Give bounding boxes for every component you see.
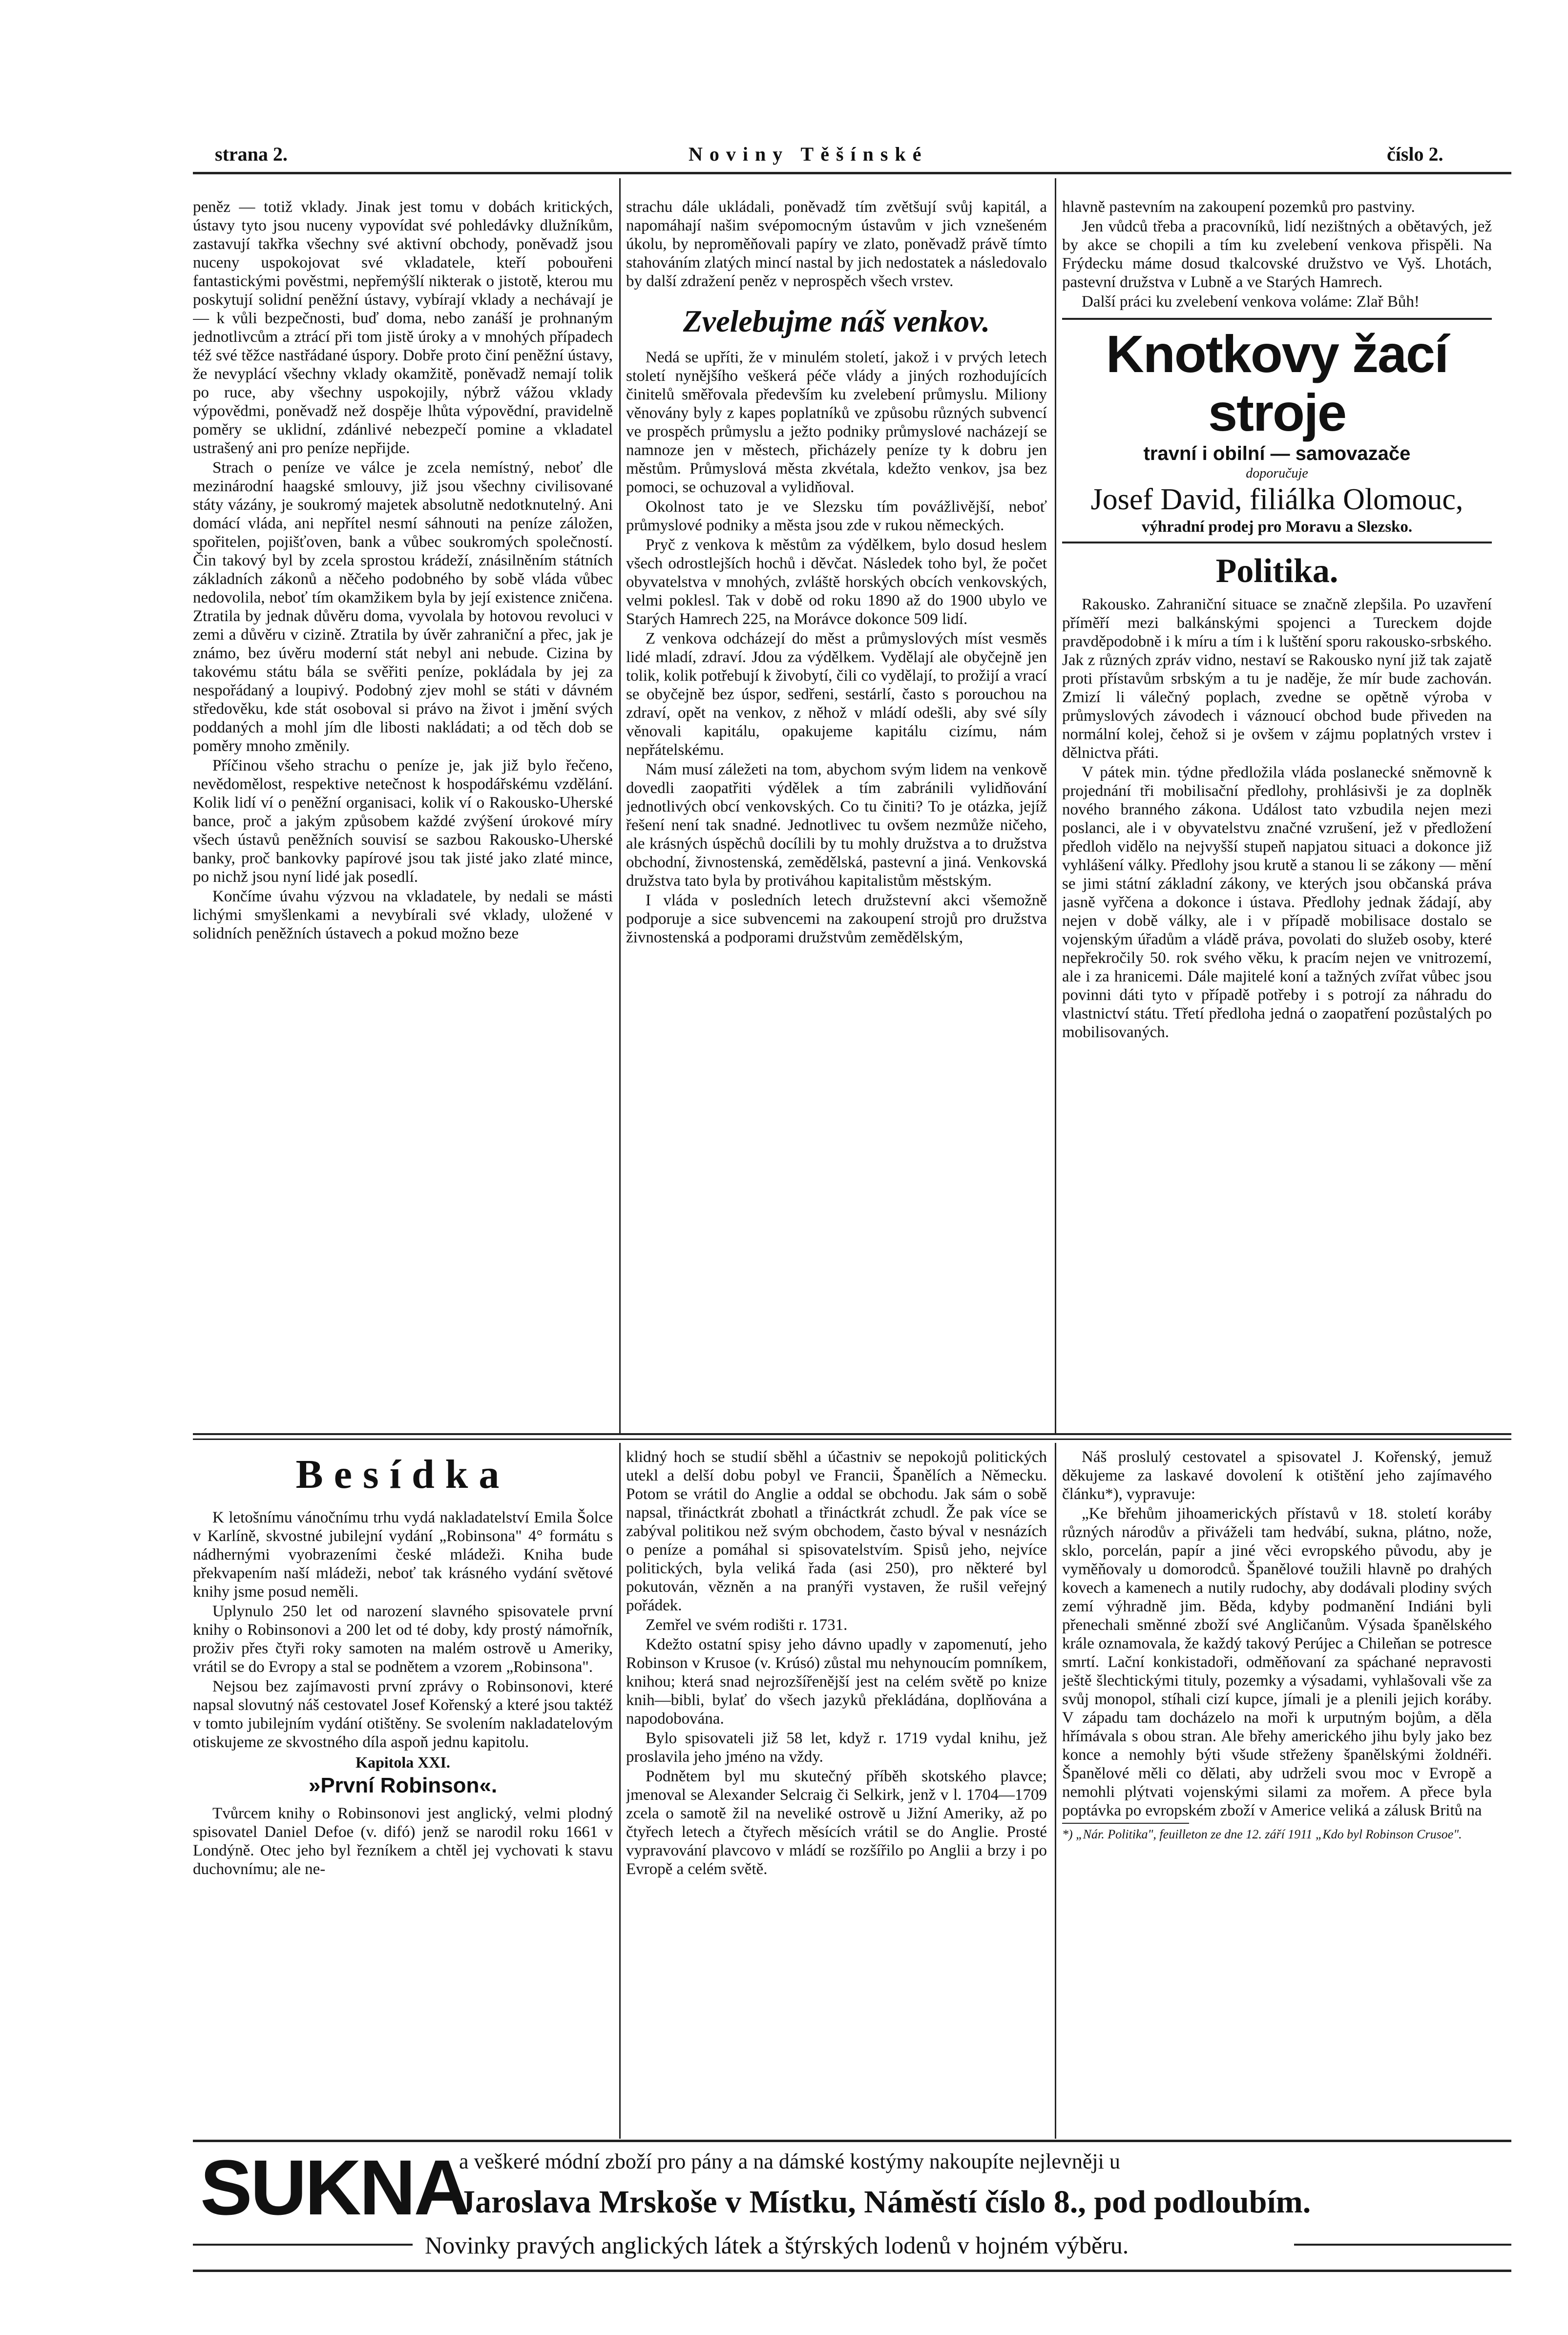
column-divider — [619, 178, 621, 1433]
paragraph: Rakousko. Zahraniční situace se značně zlepšila. Po uzavření příměří mezi balkánskými spojenci a Tureckem dojde pravděpodobně i k míru a tím i k luštění sporu rakousko-srbského. Jak z různých zpráv vidno, nestaví se Rakousko nyní již tak zajatě proti přístavům srbským a tu je naděje, že mír bude zachován. Zmizí li válečný poplach, zvedne se opětně výroba v průmyslových závodech i váznoucí obchod bude přiveden na normální kolej, čehož si je ovšem v zájmu poplatných vrstev i dělnictva přáti. — [1062, 596, 1492, 762]
ad-line: doporučuje — [1246, 466, 1308, 481]
footnote-rule — [1062, 1823, 1189, 1824]
politics-column — [1062, 198, 1492, 1431]
ad-line: Novinky pravých anglických látek a štýrských lodenů v hojném výběru. — [425, 2231, 1129, 2259]
paragraph: Nejsou bez zajímavosti první zprávy o Robinsonovi, které napsal slovutný náš cestovatel Josef Kořenský a které jsou taktéž v tomto jubilejním vydání otištěny. Se svolením nakladatelovým otiskujeme ze skvostného díla aspoň jednu kapitolu. — [193, 1678, 613, 1751]
paragraph: Uplynulo 250 let od narození slavného spisovatele první knihy o Robinsonovi a 200 let od té doby, kdy prostý námořník, proživ přes čtyři roky samoten na malém ostrově u Ameriky, vrátil se do Evropy a stal se podnětem a vzorem „Robinsona". — [193, 1603, 613, 1676]
article-banks-column — [193, 198, 613, 1431]
header-rule — [193, 172, 1511, 174]
chapter-number: Kapitola XXI. — [355, 1753, 450, 1771]
paragraph: Okolnost tato je ve Slezsku tím povážlivější, neboť průmyslové podniky a města jsou zde v rukou německých. — [626, 498, 1047, 534]
paragraph: K letošnímu vánočnímu trhu vydá nakladatelství Emila Šolce v Karlíně, skvostné jubilejní vydání „Robinsona" 4° formátu s nádhernými vyobrazeními české mládeži. Kniha bude překvapením naší mládeži, neboť tak krásného vydání světové knihy jsme posud neměli. — [193, 1509, 613, 1601]
paragraph: Podnětem byl mu skutečný příběh skotského plavce; jmenoval se Alexander Selcraig či Selkirk, jenž v l. 1704—1709 zcela o samotě žil na neveliké ostrově u Jižní Ameriky, až po čtyřech letech a čtyřech měsících vrátil se do Anglie. Prosté vypravování plavcovo v mládí se rozšířilo po Anglii a brzy i po Evropě a celém světě. — [626, 1768, 1047, 1878]
paragraph: Příčinou všeho strachu o peníze je, jak již bylo řečeno, nevědomělost, respektive netečnost k hospodářskému vzdělání. Kolik lidí ví o peněžní organisaci, kolik ví o Rakousko-Uherské bance, proč a jakým způsobem každé zvýšení úrokové míry všech ústavů peněžních souvisí se sazbou Rakousko-Uherské banky, proč bankovky papírové jsou tak jisté jako zlaté mince, po nichž jsou nyní lidé jak posedlí. — [193, 757, 613, 886]
paragraph: Nám musí záležeti na tom, abychom svým lidem na venkově dovedli zaopatřiti výdělek a tím zabránili vylidňování jednotlivých obcí venkovských. Co tu činiti? To je otázka, jejíž řešení není tak snadné. Jednotlivec tu ovšem nezmůže ničeho, ale krásných úspěchů docílili by tu mohly družstva a to družstva obchodní, živnostenská, zemědělská, pastevní a jiná. Venkovská družstva tato byla by protiváhou kapitalistům městským. — [626, 761, 1047, 890]
paragraph: Náš proslulý cestovatel a spisovatel J. Kořenský, jemuž děkujeme za laskavé dovolení k otištění jeho zajímavého článku*), vypravuje: — [1062, 1448, 1492, 1503]
paragraph: Nedá se upříti, že v minulém století, jakož i v prvých letech století nynějšího veškerá péče vlády a jiných rozhodujících činitelů směřovala především ku zvelebení průmyslu. Miliony věnovány byly z kapes poplatníků ve způsobu různých subvencí ve prospěch průmyslu a ježto podniky průmyslové nacházejí se namnoze jen v městech, přicházely peníze ty k dobru jen městům. Průmyslová města zkvétala, kdežto venkov, jsa bez pomoci, se ochuzoval a vylidňoval. — [626, 349, 1047, 496]
paragraph: Další práci ku zvelebení venkova voláme: Zlař Bůh! — [1082, 293, 1420, 311]
article-countryside-column — [626, 198, 1047, 1431]
article-heading: Zvelebujme náš venkov. — [683, 304, 990, 338]
besidka-column-3 — [1062, 1448, 1492, 2136]
paragraph: Kdežto ostatní spisy jeho dávno upadly v zapomenutí, jeho Robinson v Krusoe (v. Krúsó) zůstal mu nehynoucím pomníkem, knihou; která snad nejrozšířenější jest na celém světě po knize knih—bibli, bylať do všech jazyků překládána, doplňována a napodobována. — [626, 1636, 1047, 1728]
ad-rule — [193, 2140, 1511, 2142]
ad-company: Josef David, filiálka Olomouc, — [1090, 483, 1463, 516]
paragraph: strachu dále ukládali, poněvadž tím zvětšují svůj kapitál, a napomáhají našim svépomocným ústavům v jich vznešeném úkolu, by neproměňovali papíry ve zlato, poněvadž právě tímto stahováním zlatých mincí nastal by jich nedostatek a následovalo by další zdražení peněz v neprospěch všech vrstev. — [626, 198, 1047, 290]
ad-line: a veškeré módní zboží pro pány a na dámské kostýmy nakoupíte nejlevněji u — [459, 2149, 1120, 2173]
section-heading-besidka: Besídka — [295, 1452, 510, 1497]
section-rule — [193, 1439, 1511, 1440]
paragraph: V pátek min. týdne předložila vláda poslanecké sněmovně k projednání tři mobilisační předlohy, prohlásivši je za doplněk nového branného zákona. Událost tato vzbudila nejen mezi poslanci, ale i v obyvatelstvu značné vzrušení, jež v předložení předloh vidělo na nejvyšší stupeň napjatou situaci a dokonce již vyhlášení války. Předlohy jsou krutě a stanou li se zákony — mění se jimi státní základní zákony, ve kterých jsou občanská práva jasně vyřčena a dokonce i ústava. Předlohy jednak žádají, aby nejen v době války, ale i v případě mobilisace dostalo se vojenským úřadům a vládě práva, povolati do služeb osoby, které nepřekročily 50. rok svého věku, k pracím nejen ve vnitrozemí, ale i za hranicemi. Dále majitelé koní a tažných zvířat vůbec jsou povinni dáti tyto v případě potřeby i s potrojí za náhradu do vlastnictví státu. Třetí předloha jedná o zaopatření pozůstalých po mobilisovaných. — [1062, 764, 1492, 1041]
paragraph: I vláda v posledních letech družstevní akci všemožně podporuje a sice subvencemi na zakoupení strojů pro družstva živnostenská a podporami družstvům zemědělským, — [626, 892, 1047, 946]
paragraph: Bylo spisovateli již 58 let, když r. 1719 vydal knihu, jež proslavila jeho jméno na vždy. — [626, 1730, 1047, 1766]
column-divider — [619, 1443, 621, 2139]
machine-advertisement — [1062, 318, 1492, 543]
paragraph: Končíme úvahu výzvou na vkladatele, by nedali se másti lichými smyšlenkami a nevybírali své vklady, uložené v solidních peněžních ústavech a pokud možno beze — [193, 888, 613, 942]
ad-title: Knotkovy žací stroje — [1106, 324, 1448, 442]
paragraph: Strach o peníze ve válce je zcela nemístný, neboť dle mezinárodní haagské smlouvy, již jsou všechny civilisované státy vázány, je soukromý majetek absolutně nedotknutelný. Ani domácí vláda, ani nepřítel nesmí sáhnouti na peníze záložen, spořitelen, pojišťoven, bank a vůbec soukromých společností. Čin takový byl by zcela sprostou krádeží, znásilněním státních základních zákonů a něčeho podobného by sobě vláda vůbec nedovolila, neboť tím okamžikem byla by její existence zničena. Ztratila by jednak důvěru doma, vyvolala by hotovou revoluci v zemi a důvěru v cizině. Ztratila by úvěr zahraniční a přec, jak je známo, bez úvěru moderní stát nebyl ani nebude. Cizina by takovému státu bála se svěřiti peníze, pokládala by jej za nespořádaný a loupivý. Podobný zjev mohl se státi v dávném středověku, kde stát osoboval si právo na život i jmění svých poddaných a mohl jím dle libosti nakládati; a od těch dob se poměry mnoho změnily. — [193, 459, 613, 755]
paragraph: „Ke břehům jihoamerických přístavů v 18. století koráby různých národův a přiváželi tam hedvábí, sukna, plátno, nože, sklo, porcelán, papír a jiné věci evropského původu, aby je vyměňovaly u domorodců. Španělové toužili hlavně po drahých kovech a kamenech a nutily rudochy, aby dodávali plodiny svých zemí výhradně jim. Běda, kdyby podmanění Indiáni byli přenechali směnné zboží své Angličanům. Výsada španělského krále oznamovala, že každý takový Perújec a Chileňan se potresce smrtí. Lační konkistadoři, odměňovaní za spáchané nepravosti ještě šlechtickými tituly, pozemky a výsadami, vyhlašovali vše za svůj monopol, stíhali cizí kupce, jímali je a plenili jejich koráby. V západu tam docházelo na moři k urputným bojům, a děla hřímávala s obou stran. Ale břehy amerického jihu byly jako bez konce a nemohly býti všude střeženy španělskými žoldnéři. Španělové měli co dělati, aby udrželi svou moc v Evropě a nemohli plýtvati vojenskými silami za mořem. A přece byla poptávka po evropském zboží v Americe veliká a zálusk Britů na — [1062, 1505, 1492, 1819]
ad-store: Jaroslava Mrskoše v Místku, Náměstí číslo 8., pod podloubím. — [459, 2184, 1311, 2220]
besidka-column-1 — [193, 1448, 613, 2136]
footnote: *) „Nár. Politika", feuilleton ze dne 12. září 1911 „Kdo byl Robinson Crusoe". — [1062, 1827, 1462, 1841]
issue-number: číslo 2. — [1387, 143, 1443, 165]
paragraph: peněz — totiž vklady. Jinak jest tomu v dobách kritických, ústavy tyto jsou nuceny vypovídat své pohledávky dlužníkům, zastavují takřka všechny své aktivní obchody, poněvadž jsou nuceny uspokojovat své vkladatele, kteří pobouřeni fantastickými pověstmi, nepřemýšlí nikterak o jistotě, kterou mu poskytují solidní peněžní ústavy, vybírají vklady a nechávají je — k vůli bezpečnosti, buď doma, nebo zanáší je prohnaným jednotlivcům a ztrácí při tom jistě úroky a v mnohých případech též své těžce nastřádané úspory. Dobře proto činí peněžní ústavy, že nevyplácí všechny vklady okamžitě, poněvadž nemají tolik po ruce, aby všechny uspokojily, nýbrž vážou vklady výpovědmi, poněvadž než dospěje lhůta výpovědní, pravidelně poměry se uklidní, zdánlivé nebezpečí pomine a vkladatel ustrašený ani pro peníze nepřijde. — [193, 198, 613, 457]
page-number: strana 2. — [215, 143, 288, 165]
section-heading-politics: Politika. — [1215, 552, 1338, 590]
besidka-column-2 — [626, 1448, 1047, 2136]
section-rule — [193, 1433, 1511, 1435]
ad-rule — [193, 2270, 1511, 2272]
ad-rule — [1294, 2244, 1511, 2246]
paragraph: Z venkova odcházejí do měst a průmyslových míst vesměs lidé mladí, zdraví. Jdou za výdělkem. Vydělají ale obyčejně jen tolik, kolik potřebují k živobytí, čili co vydělají, to prožijí a vrací se obyčejně bez úspor, sedřeni, sestárlí, často s porouchou na zdraví, opět na venkov, z něhož v mládí odešli, aby své síly věnovali kapitálu, opakujeme kapitálu cizímu, nám nepřátelskému. — [626, 630, 1047, 759]
chapter-title: »První Robinson«. — [308, 1773, 498, 1797]
column-divider — [1055, 178, 1056, 1433]
ad-rule — [193, 2244, 413, 2246]
paragraph: Pryč z venkova k městům za výdělkem, bylo dosud heslem všech odrostlejších hochů i děvčat. Následek toho byl, že počet obyvatelstva v mnohých, zvláště horských obcích venkovských, velmi poklesl. Tak v době od roku 1890 až do 1900 ubylo ve Starých Hamrech 225, na Morávce dokonce 509 lidí. — [626, 536, 1047, 628]
column-divider — [1055, 1443, 1056, 2139]
ad-line: výhradní prodej pro Moravu a Slezsko. — [1141, 518, 1413, 536]
paragraph: Tvůrcem knihy o Robinsonovi jest anglický, velmi plodný spisovatel Daniel Defoe (v. difó) jenž se narodil roku 1661 v Londýně. Otec jeho byl řezníkem a chtěl jej vychovati k stavu duchovnímu; ale ne- — [193, 1805, 613, 1878]
paragraph: klidný hoch se studií sběhl a účastniv se nepokojů politických utekl a delší dobu pobyl ve Francii, Španělích a Německu. Potom se vrátil do Anglie a oddal se obchodu. Jak sám o sobě napsal, třináctkrát zbohatl a třináctkrát zchudl. Že pak více se zabýval politikou než svým obchodem, často býval v nesnázích o peníze a pomáhal si spisovatelstvím. Spisů jeho, nejvíce politických, byla veliká řada (asi 250), pro některé byl pokutován, vězněn a na pranýři vystaven, že rušil veřejný pořádek. — [626, 1448, 1047, 1614]
paragraph: hlavně pastevním na zakoupení pozemků pro pastviny. — [1062, 198, 1415, 216]
newspaper-title: Noviny Těšínské — [689, 143, 928, 165]
paragraph: Jen vůdců třeba a pracovníků, lidí nezištných a obětavých, jež by akce se chopili a tím ku zvelebení venkova přispěli. Na Frýdecku máme dosud tkalcovské družstvo ve Vyš. Lhotách, pastevní družstva v Lubně a ve Starých Hamrech. — [1062, 218, 1492, 291]
ad-sukna: SUKNA — [200, 2144, 468, 2231]
paragraph: Zemřel ve svém rodišti r. 1731. — [646, 1616, 848, 1634]
ad-line: travní i obilní — samovazače — [1143, 443, 1411, 464]
